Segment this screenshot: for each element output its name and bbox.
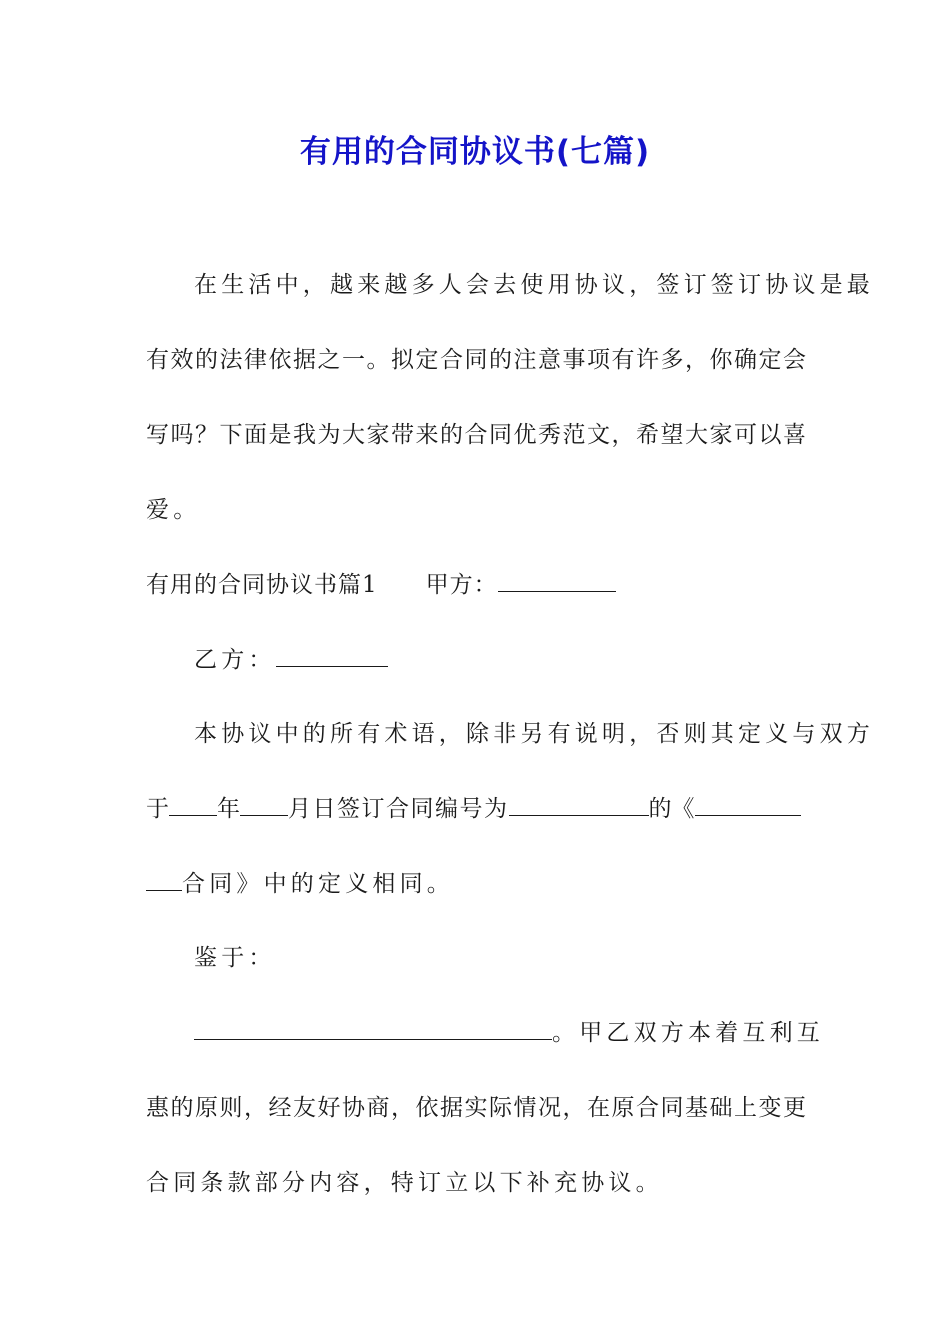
party-b-label: 乙方：: [194, 647, 276, 673]
contract-number-blank: [509, 791, 649, 816]
party-b-blank: [276, 642, 388, 667]
intro-line-3: 写吗？下面是我为大家带来的合同优秀范文，希望大家可以喜: [146, 422, 806, 448]
intro-line-2: 有效的法律依据之一。拟定合同的注意事项有许多，你确定会: [146, 347, 806, 373]
month-blank: [240, 791, 288, 816]
text-yu: 于: [146, 796, 169, 822]
whereas-line-3: 合同条款部分内容，特订立以下补充协议。: [146, 1170, 663, 1196]
text-contract-end: 合同》中的定义相同。: [182, 871, 454, 897]
definitions-line-2: [146, 791, 806, 827]
contract-name-blank-2: [146, 866, 182, 891]
whereas-blank: [194, 1015, 552, 1040]
whereas-line-1: [194, 1015, 824, 1051]
text-year: 年: [217, 796, 240, 822]
contract-name-blank-1: [695, 791, 801, 816]
text-mutual-benefit: 。甲乙双方本着互利互: [552, 1020, 824, 1046]
whereas-heading: 鉴于：: [194, 945, 276, 971]
section-heading: 有用的合同协议书篇1: [146, 572, 378, 598]
year-blank: [169, 791, 217, 816]
text-of: 的《: [648, 796, 695, 822]
document-title: 有用的合同协议书(七篇): [299, 134, 651, 170]
definitions-line-1: 本协议中的所有术语，除非另有说明，否则其定义与双方: [194, 721, 874, 747]
definitions-line-3: [146, 866, 806, 902]
party-a-label: 甲方：: [425, 572, 498, 598]
text-contract-no: 月日签订合同编号为: [288, 796, 509, 822]
intro-line-1: 在生活中，越来越多人会去使用协议，签订签订协议是最: [194, 272, 874, 298]
intro-line-4: 爱。: [146, 497, 201, 523]
party-a-blank: [498, 567, 616, 592]
whereas-line-2: 惠的原则，经友好协商，依据实际情况，在原合同基础上变更: [146, 1095, 806, 1121]
section-1-heading-line: [146, 567, 806, 603]
party-b-line: [194, 642, 854, 678]
